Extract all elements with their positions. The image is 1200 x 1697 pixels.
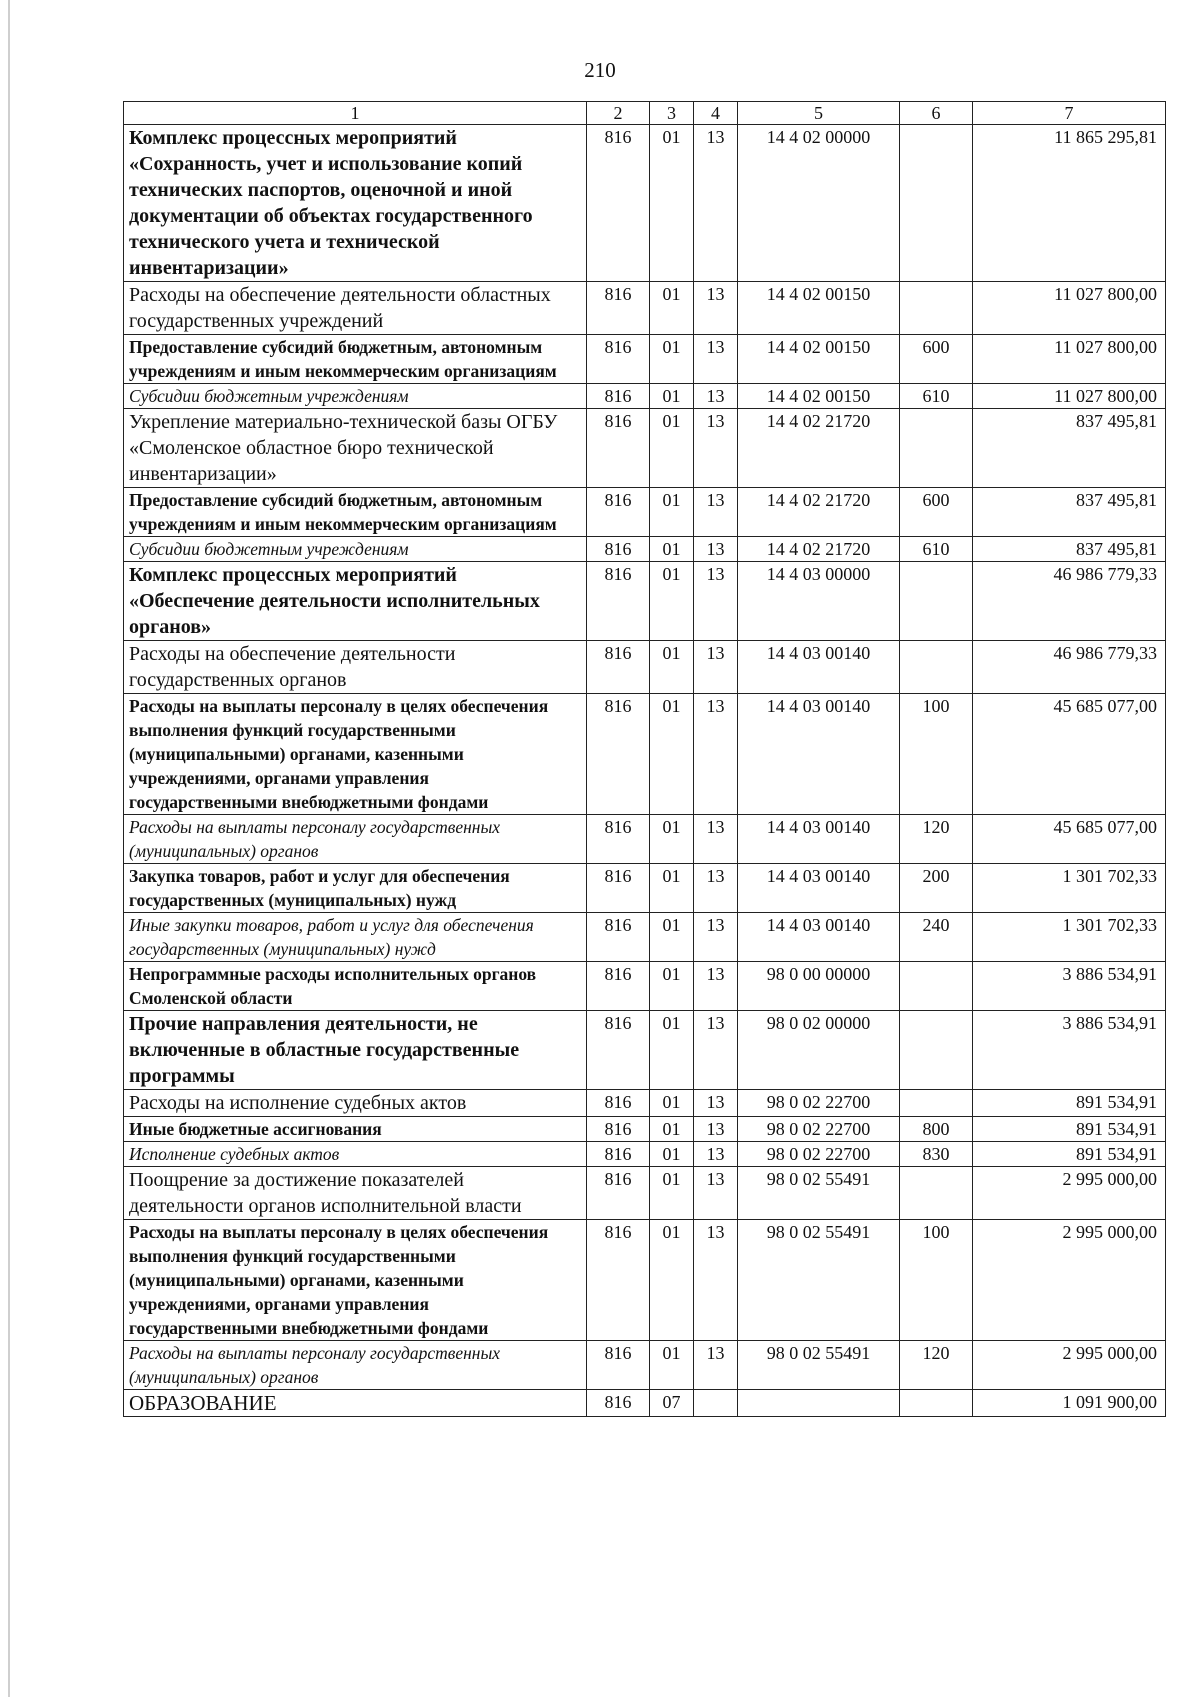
row-expense-type [900, 1090, 973, 1117]
row-subsection: 13 [694, 1220, 738, 1341]
table-row [124, 815, 1166, 864]
row-name: Расходы на выплаты персоналу государственных (муниципальных) органов [124, 815, 587, 864]
row-expense-type [900, 125, 973, 282]
row-name: Прочие направления деятельности, не включенные в областные государственные программы [124, 1011, 587, 1090]
row-section: 01 [650, 335, 694, 384]
row-amount: 891 534,91 [973, 1142, 1166, 1167]
row-section: 01 [650, 1220, 694, 1341]
budget-table [123, 101, 1166, 1417]
row-amount: 46 986 779,33 [973, 641, 1166, 694]
row-target-article: 14 4 03 00140 [738, 641, 900, 694]
table-row [124, 488, 1166, 537]
row-subsection [694, 1390, 738, 1417]
row-subsection: 13 [694, 125, 738, 282]
row-subsection: 13 [694, 384, 738, 409]
row-ved: 816 [587, 1142, 650, 1167]
row-amount: 1 301 702,33 [973, 913, 1166, 962]
row-amount: 837 495,81 [973, 409, 1166, 488]
row-target-article: 14 4 03 00140 [738, 694, 900, 815]
row-expense-type: 200 [900, 864, 973, 913]
row-section: 01 [650, 864, 694, 913]
row-amount: 45 685 077,00 [973, 815, 1166, 864]
row-section: 01 [650, 537, 694, 562]
row-subsection: 13 [694, 641, 738, 694]
row-target-article: 14 4 02 00150 [738, 384, 900, 409]
row-section: 01 [650, 694, 694, 815]
table-header-row [124, 102, 1166, 125]
row-name: Иные бюджетные ассигнования [124, 1117, 587, 1142]
row-section: 01 [650, 1167, 694, 1220]
row-name: Комплекс процессных мероприятий «Обеспечение деятельности исполнительных органов» [124, 562, 587, 641]
row-expense-type: 830 [900, 1142, 973, 1167]
row-subsection: 13 [694, 1117, 738, 1142]
row-ved: 816 [587, 537, 650, 562]
row-target-article: 98 0 02 22700 [738, 1090, 900, 1117]
row-expense-type: 800 [900, 1117, 973, 1142]
row-name: Расходы на выплаты персоналу в целях обеспечения выполнения функций государственными (муниципальными) органами, казенными учреждениями, органами управления государственными внебюджетными фондами [124, 694, 587, 815]
row-section: 07 [650, 1390, 694, 1417]
row-amount: 3 886 534,91 [973, 1011, 1166, 1090]
row-section: 01 [650, 1341, 694, 1390]
row-subsection: 13 [694, 1341, 738, 1390]
row-section: 01 [650, 125, 694, 282]
row-ved: 816 [587, 1390, 650, 1417]
row-name: Расходы на выплаты персоналу в целях обеспечения выполнения функций государственными (муниципальными) органами, казенными учреждениями, органами управления государственными внебюджетными фондами [124, 1220, 587, 1341]
row-expense-type: 600 [900, 488, 973, 537]
row-expense-type [900, 409, 973, 488]
row-name: Поощрение за достижение показателей деятельности органов исполнительной власти [124, 1167, 587, 1220]
row-target-article: 14 4 03 00140 [738, 815, 900, 864]
row-target-article: 14 4 02 00000 [738, 125, 900, 282]
row-subsection: 13 [694, 282, 738, 335]
row-ved: 816 [587, 488, 650, 537]
row-expense-type [900, 962, 973, 1011]
scan-edge-line [8, 0, 10, 1697]
row-expense-type: 120 [900, 815, 973, 864]
row-name: Расходы на обеспечение деятельности областных государственных учреждений [124, 282, 587, 335]
row-amount: 1 301 702,33 [973, 864, 1166, 913]
row-amount: 11 865 295,81 [973, 125, 1166, 282]
row-target-article: 14 4 02 21720 [738, 488, 900, 537]
row-section: 01 [650, 409, 694, 488]
row-amount: 837 495,81 [973, 537, 1166, 562]
table-row [124, 1142, 1166, 1167]
row-expense-type: 100 [900, 694, 973, 815]
row-ved: 816 [587, 1090, 650, 1117]
row-expense-type: 240 [900, 913, 973, 962]
row-subsection: 13 [694, 1090, 738, 1117]
row-expense-type [900, 562, 973, 641]
row-section: 01 [650, 913, 694, 962]
row-subsection: 13 [694, 694, 738, 815]
row-name: Предоставление субсидий бюджетным, автономным учреждениям и иным некоммерческим организациям [124, 335, 587, 384]
header-col-6: 6 [900, 102, 973, 125]
row-ved: 816 [587, 694, 650, 815]
row-amount: 2 995 000,00 [973, 1341, 1166, 1390]
row-section: 01 [650, 562, 694, 641]
row-section: 01 [650, 282, 694, 335]
row-target-article: 98 0 02 22700 [738, 1142, 900, 1167]
row-expense-type: 610 [900, 537, 973, 562]
row-ved: 816 [587, 1341, 650, 1390]
row-amount: 2 995 000,00 [973, 1220, 1166, 1341]
row-subsection: 13 [694, 409, 738, 488]
row-ved: 816 [587, 282, 650, 335]
row-name: ОБРАЗОВАНИЕ [124, 1390, 587, 1417]
row-ved: 816 [587, 384, 650, 409]
table-row [124, 913, 1166, 962]
row-ved: 816 [587, 962, 650, 1011]
row-target-article: 98 0 02 55491 [738, 1167, 900, 1220]
row-expense-type: 100 [900, 1220, 973, 1341]
row-name: Расходы на исполнение судебных актов [124, 1090, 587, 1117]
row-subsection: 13 [694, 1142, 738, 1167]
row-amount: 11 027 800,00 [973, 384, 1166, 409]
row-target-article: 14 4 02 00150 [738, 282, 900, 335]
row-target-article: 98 0 02 55491 [738, 1341, 900, 1390]
row-ved: 816 [587, 1220, 650, 1341]
row-amount: 837 495,81 [973, 488, 1166, 537]
row-ved: 816 [587, 562, 650, 641]
header-col-5: 5 [738, 102, 900, 125]
table-row [124, 537, 1166, 562]
row-amount: 1 091 900,00 [973, 1390, 1166, 1417]
table-row [124, 1390, 1166, 1417]
row-expense-type [900, 641, 973, 694]
row-expense-type [900, 1167, 973, 1220]
table-row [124, 1220, 1166, 1341]
table-row [124, 1341, 1166, 1390]
table-row [124, 1011, 1166, 1090]
row-subsection: 13 [694, 962, 738, 1011]
table-row [124, 562, 1166, 641]
row-name: Предоставление субсидий бюджетным, автономным учреждениям и иным некоммерческим организациям [124, 488, 587, 537]
row-section: 01 [650, 815, 694, 864]
header-col-2: 2 [587, 102, 650, 125]
row-expense-type [900, 1011, 973, 1090]
row-expense-type [900, 282, 973, 335]
row-ved: 816 [587, 1011, 650, 1090]
row-subsection: 13 [694, 335, 738, 384]
row-section: 01 [650, 1011, 694, 1090]
row-section: 01 [650, 1117, 694, 1142]
row-subsection: 13 [694, 864, 738, 913]
row-subsection: 13 [694, 913, 738, 962]
row-expense-type: 120 [900, 1341, 973, 1390]
page-number: 210 [584, 58, 616, 82]
row-ved: 816 [587, 815, 650, 864]
row-target-article: 98 0 02 00000 [738, 1011, 900, 1090]
row-ved: 816 [587, 864, 650, 913]
row-target-article: 98 0 00 00000 [738, 962, 900, 1011]
row-amount: 891 534,91 [973, 1117, 1166, 1142]
row-expense-type [900, 1390, 973, 1417]
row-section: 01 [650, 641, 694, 694]
table-row [124, 962, 1166, 1011]
row-target-article: 98 0 02 55491 [738, 1220, 900, 1341]
row-subsection: 13 [694, 562, 738, 641]
row-target-article: 14 4 03 00140 [738, 913, 900, 962]
row-expense-type: 600 [900, 335, 973, 384]
table-row [124, 1117, 1166, 1142]
row-section: 01 [650, 1142, 694, 1167]
row-target-article: 14 4 03 00140 [738, 864, 900, 913]
row-subsection: 13 [694, 1011, 738, 1090]
row-ved: 816 [587, 1117, 650, 1142]
row-name: Иные закупки товаров, работ и услуг для обеспечения государственных (муниципальных) нужд [124, 913, 587, 962]
row-section: 01 [650, 384, 694, 409]
row-name: Субсидии бюджетным учреждениям [124, 537, 587, 562]
row-amount: 891 534,91 [973, 1090, 1166, 1117]
row-amount: 3 886 534,91 [973, 962, 1166, 1011]
row-subsection: 13 [694, 1167, 738, 1220]
row-name: Исполнение судебных актов [124, 1142, 587, 1167]
row-target-article: 14 4 02 21720 [738, 409, 900, 488]
row-name: Комплекс процессных мероприятий «Сохранность, учет и использование копий технических паспортов, оценочной и иной документации об объектах государственного технического учета и технической инвентаризации» [124, 125, 587, 282]
row-name: Непрограммные расходы исполнительных органов Смоленской области [124, 962, 587, 1011]
row-subsection: 13 [694, 815, 738, 864]
table-row [124, 384, 1166, 409]
row-expense-type: 610 [900, 384, 973, 409]
table-row [124, 335, 1166, 384]
table-row [124, 409, 1166, 488]
row-section: 01 [650, 962, 694, 1011]
header-col-3: 3 [650, 102, 694, 125]
row-amount: 11 027 800,00 [973, 282, 1166, 335]
row-amount: 46 986 779,33 [973, 562, 1166, 641]
table-row [124, 1167, 1166, 1220]
row-section: 01 [650, 1090, 694, 1117]
row-section: 01 [650, 488, 694, 537]
row-name: Закупка товаров, работ и услуг для обеспечения государственных (муниципальных) нужд [124, 864, 587, 913]
row-ved: 816 [587, 335, 650, 384]
row-ved: 816 [587, 1167, 650, 1220]
row-target-article: 14 4 03 00000 [738, 562, 900, 641]
row-amount: 45 685 077,00 [973, 694, 1166, 815]
table-row [124, 641, 1166, 694]
row-amount: 11 027 800,00 [973, 335, 1166, 384]
table-row [124, 694, 1166, 815]
row-subsection: 13 [694, 488, 738, 537]
table-row [124, 282, 1166, 335]
row-ved: 816 [587, 641, 650, 694]
row-name: Укрепление материально-технической базы ОГБУ «Смоленское областное бюро технической инвентаризации» [124, 409, 587, 488]
table-row [124, 1090, 1166, 1117]
row-target-article: 98 0 02 22700 [738, 1117, 900, 1142]
table-row [124, 864, 1166, 913]
budget-table-body [124, 125, 1166, 1417]
row-target-article: 14 4 02 21720 [738, 537, 900, 562]
header-col-7: 7 [973, 102, 1166, 125]
table-row [124, 125, 1166, 282]
row-ved: 816 [587, 409, 650, 488]
row-name: Расходы на выплаты персоналу государственных (муниципальных) органов [124, 1341, 587, 1390]
row-ved: 816 [587, 913, 650, 962]
header-col-1: 1 [124, 102, 587, 125]
row-name: Субсидии бюджетным учреждениям [124, 384, 587, 409]
row-amount: 2 995 000,00 [973, 1167, 1166, 1220]
header-col-4: 4 [694, 102, 738, 125]
row-name: Расходы на обеспечение деятельности государственных органов [124, 641, 587, 694]
row-ved: 816 [587, 125, 650, 282]
row-target-article: 14 4 02 00150 [738, 335, 900, 384]
row-target-article [738, 1390, 900, 1417]
row-subsection: 13 [694, 537, 738, 562]
